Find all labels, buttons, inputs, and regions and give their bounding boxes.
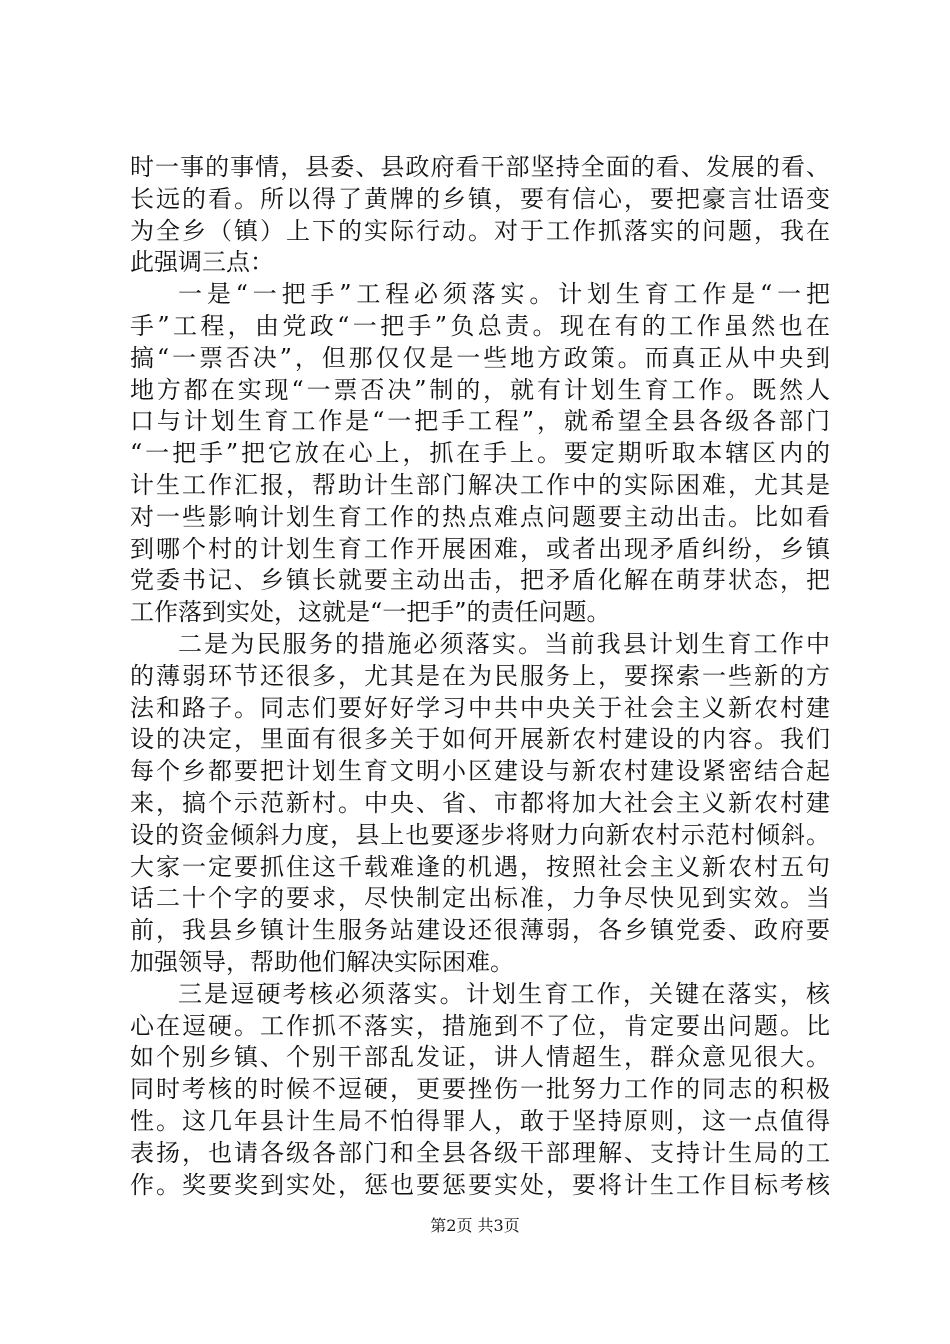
text-line: 党委书记、乡镇长就要主动出击，把矛盾化解在萌芽状态，把 [130,566,830,595]
text-line: 计生工作汇报，帮助计生部门解决工作中的实际困难，尤其是 [130,470,830,499]
text-line: 对一些影响计划生育工作的热点难点问题要主动出击。比如看 [130,502,830,531]
text-line: 表扬，也请各级各部门和全县各级干部理解、支持计生局的工 [130,1138,830,1167]
text-line: 法和路子。同志们要好好学习中共中央关于社会主义新农村建 [130,693,830,722]
paragraph-start-line: 一是“一把手”工程必须落实。计划生育工作是“一把 [178,280,830,309]
text-line: 手”工程，由党政“一把手”负总责。现在有的工作虽然也在 [130,311,830,340]
text-line: 长远的看。所以得了黄牌的乡镇，要有信心，要把豪言壮语变 [130,184,830,213]
text-line: 如个别乡镇、个别干部乱发证，讲人情超生，群众意见很大。 [130,1043,830,1072]
text-line: 作。奖要奖到实处，惩也要惩要实处，要将计生工作目标考核 [130,1170,830,1199]
text-line: 到哪个村的计划生育工作开展困难，或者出现矛盾纠纷，乡镇 [130,534,830,563]
text-line: 工作落到实处，这就是“一把手”的责任问题。 [130,598,611,627]
paragraph-start-line: 三是逗硬考核必须落实。计划生育工作，关键在落实，核 [178,979,830,1008]
text-line: 此强调三点： [130,248,274,277]
text-line: 时一事的事情，县委、县政府看干部坚持全面的看、发展的看、 [130,153,830,181]
text-line: 搞“一票否决”，但那仅仅是一些地方政策。而真正从中央到 [130,343,830,372]
text-line: 的薄弱环节还很多，尤其是在为民服务上，要探索一些新的方 [130,661,830,690]
text-line: 来，搞个示范新村。中央、省、市都将加大社会主义新农村建 [130,788,830,817]
text-line: 设的决定，里面有很多关于如何开展新农村建设的内容。我们 [130,725,830,754]
page-number-footer: 第2页 共3页 [430,1216,520,1235]
text-line: 话二十个字的要求，尽快制定出标准，力争尽快见到实效。当 [130,884,830,913]
text-line: 大家一定要抓住这千载难逢的机遇，按照社会主义新农村五句 [130,852,830,881]
text-line: 前，我县乡镇计生服务站建设还很薄弱，各乡镇党委、政府要 [130,916,830,945]
text-line: 设的资金倾斜力度，县上也要逐步将财力向新农村示范村倾斜。 [130,820,830,849]
document-body [130,152,830,1201]
text-line: 口与计划生育工作是“一把手工程”，就希望全县各级各部门 [130,407,830,436]
text-line: 性。这几年县计生局不怕得罪人，敢于坚持原则，这一点值得 [130,1106,830,1135]
text-line: 地方都在实现“一票否决”制的，就有计划生育工作。既然人 [130,375,830,404]
paragraph-start-line: 二是为民服务的措施必须落实。当前我县计划生育工作中 [178,629,830,658]
text-line: 每个乡都要把计划生育文明小区建设与新农村建设紧密结合起 [130,757,830,786]
text-line: 同时考核的时候不逗硬，更要挫伤一批努力工作的同志的积极 [130,1075,830,1104]
text-line: “一把手”把它放在心上，抓在手上。要定期听取本辖区内的 [130,439,830,468]
text-line: 心在逗硬。工作抓不落实，措施到不了位，肯定要出问题。比 [130,1011,830,1040]
text-line: 为全乡（镇）上下的实际行动。对于工作抓落实的问题，我在 [130,216,830,245]
text-line: 加强领导，帮助他们解决实际困难。 [130,947,514,976]
